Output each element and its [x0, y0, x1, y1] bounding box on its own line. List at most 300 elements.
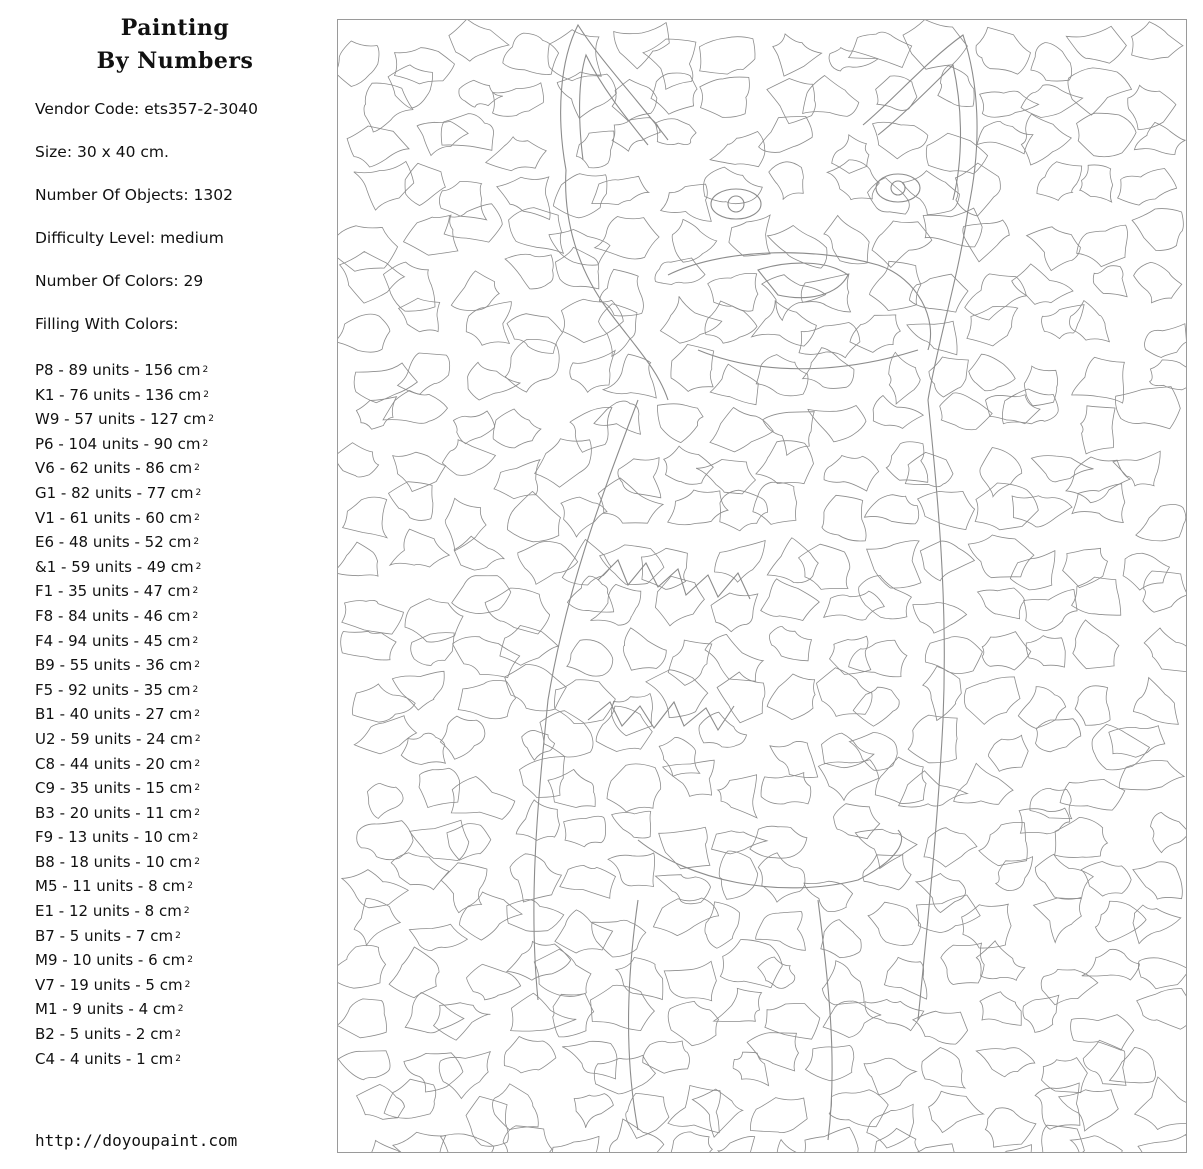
- paint-region-outline: [592, 176, 649, 204]
- paint-region-outline: [347, 126, 409, 167]
- paint-region-outline: [1018, 687, 1065, 729]
- head-outline-right: [928, 210, 968, 400]
- color-entry: [35, 803, 214, 828]
- paint-region-outline: [486, 137, 547, 171]
- canvas-size: Size: 30 x 40 cm.: [35, 143, 169, 161]
- paint-region-outline: [612, 79, 657, 121]
- paint-region-outline: [1030, 788, 1072, 818]
- paint-region-outline: [1073, 620, 1119, 669]
- paint-region-outline: [903, 20, 967, 69]
- color-entry-superscript: 2: [194, 463, 200, 474]
- paint-region-outline: [829, 48, 878, 71]
- paint-region-outline: [354, 716, 416, 754]
- paint-region-outline: [710, 408, 773, 452]
- paint-region-outline: [700, 77, 750, 117]
- paint-region-outline: [497, 177, 550, 220]
- paint-region-outline: [449, 20, 509, 61]
- color-entry-superscript: 2: [194, 807, 200, 818]
- paint-region-outline: [832, 135, 869, 174]
- paint-region-outline: [388, 65, 432, 108]
- color-entry-text: B2 - 5 units - 2 cm: [35, 1025, 174, 1044]
- paint-region-outline: [923, 666, 962, 720]
- color-entry: [35, 1049, 214, 1074]
- paint-region-outline: [562, 1041, 617, 1079]
- paint-region-outline: [338, 1051, 390, 1080]
- paint-region-outline: [1118, 169, 1177, 206]
- color-entry: [35, 532, 214, 557]
- paint-region-outline: [1071, 1136, 1123, 1153]
- paint-region-outline: [1031, 456, 1093, 482]
- paint-region-outline: [507, 314, 563, 354]
- paint-region-outline: [908, 715, 957, 763]
- paint-region-outline: [830, 636, 871, 674]
- paint-region-outline: [419, 768, 460, 807]
- paint-region-outline: [505, 339, 559, 392]
- color-entry-superscript: 2: [192, 635, 199, 646]
- color-entry-text: F4 - 94 units - 45 cm: [35, 631, 191, 650]
- color-entry-text: U2 - 59 units - 24 cm: [35, 729, 193, 748]
- paint-region-outline: [592, 920, 646, 957]
- color-count: Number Of Colors: 29: [35, 272, 204, 290]
- paint-region-outline: [989, 1145, 1032, 1153]
- color-entry-superscript: 2: [208, 414, 214, 425]
- paint-region-outline: [849, 32, 912, 67]
- paint-region-outline: [769, 162, 804, 200]
- paint-region-outline: [1031, 43, 1072, 81]
- color-entry: [35, 606, 214, 631]
- color-entry-text: M1 - 9 units - 4 cm: [35, 1000, 176, 1019]
- color-entry-superscript: 2: [192, 610, 199, 621]
- paint-region-outline: [1133, 905, 1181, 944]
- paint-region-outline: [668, 640, 712, 685]
- paint-region-outline: [827, 160, 879, 200]
- paint-region-outline: [863, 855, 911, 890]
- paint-region-outline: [671, 345, 714, 392]
- paint-region-outline: [1012, 496, 1072, 527]
- paint-region-outline: [561, 299, 623, 342]
- paint-region-outline: [1021, 85, 1083, 118]
- color-entry-superscript: 2: [194, 856, 200, 867]
- paint-region-outline: [1134, 262, 1182, 302]
- paint-region-outline: [925, 637, 982, 674]
- paint-region-outline: [752, 301, 817, 346]
- paint-region-outline: [493, 409, 541, 448]
- paint-region-outline: [873, 396, 923, 429]
- paint-region-outline: [493, 1084, 539, 1130]
- paint-region-outline: [553, 174, 606, 218]
- paint-region-outline: [865, 999, 924, 1030]
- color-entry-text: V6 - 62 units - 86 cm: [35, 459, 193, 478]
- paint-region-outline: [664, 961, 716, 1001]
- paint-region-outline: [1024, 366, 1057, 406]
- dog-outline-drawing: [338, 20, 1187, 1153]
- paint-region-outline: [1115, 387, 1180, 429]
- paint-region-outline: [444, 204, 502, 242]
- paint-region-outline: [916, 874, 965, 913]
- color-entry: [35, 631, 214, 656]
- color-entry-superscript: 2: [183, 906, 190, 917]
- paint-region-outline: [705, 634, 763, 681]
- paint-region-outline: [767, 674, 815, 720]
- paint-region-outline: [659, 737, 700, 776]
- title-line-1: Painting: [120, 15, 230, 41]
- paint-region-outline: [1137, 988, 1187, 1029]
- paint-region-outline: [1041, 970, 1098, 1005]
- color-entry: [35, 581, 214, 606]
- paint-region-outline: [458, 680, 515, 718]
- color-entry-superscript: 2: [195, 487, 202, 498]
- paint-region-outline: [354, 363, 417, 403]
- paint-region-outline: [409, 924, 467, 950]
- paint-region-outline: [1037, 162, 1082, 201]
- paint-region-outline: [905, 452, 953, 486]
- coloring-canvas: [337, 19, 1187, 1153]
- paint-region-outline: [354, 898, 400, 945]
- paint-region-outline: [338, 542, 378, 576]
- color-entry-text: V1 - 61 units - 60 cm: [35, 508, 193, 527]
- color-entry-text: C9 - 35 units - 15 cm: [35, 779, 193, 798]
- paint-region-outline: [1042, 305, 1085, 339]
- paint-region-outline: [451, 777, 515, 820]
- chest-fur-2: [588, 702, 734, 730]
- paint-region-outline: [599, 304, 638, 356]
- paint-region-outline: [962, 904, 1012, 948]
- paint-region-outline: [338, 443, 379, 477]
- paint-region-outline: [1138, 958, 1187, 989]
- paint-region-outline: [668, 490, 728, 525]
- color-entry-superscript: 2: [175, 1029, 181, 1040]
- paint-region-outline: [417, 121, 468, 155]
- paint-region-outline: [398, 353, 450, 394]
- paint-region-outline: [505, 664, 567, 710]
- paint-region-outline: [507, 491, 560, 541]
- paint-region-outline: [441, 863, 487, 913]
- right-leg: [818, 900, 832, 1140]
- paint-region-outline: [761, 579, 820, 621]
- paint-region-outline: [963, 220, 1009, 262]
- color-entry-text: B1 - 40 units - 27 cm: [35, 705, 193, 724]
- color-entry-superscript: 2: [175, 930, 181, 941]
- paint-region-outline: [710, 364, 758, 405]
- paint-region-outline: [410, 820, 469, 860]
- paint-region-outline: [626, 1093, 669, 1138]
- paint-region-outline: [594, 401, 641, 434]
- paint-region-outline: [834, 804, 880, 839]
- paint-region-outline: [570, 350, 615, 392]
- paint-region-outline: [710, 132, 765, 167]
- paint-region-outline: [511, 993, 577, 1031]
- paint-region-outline: [867, 541, 921, 588]
- paint-region-outline: [655, 875, 710, 904]
- paint-region-outline: [389, 482, 433, 521]
- color-entry: [35, 950, 214, 975]
- paint-region-outline: [758, 853, 805, 902]
- color-list: [35, 360, 214, 1073]
- paint-region-outline: [886, 442, 928, 483]
- paint-region-outline: [1113, 451, 1160, 486]
- paint-region-outline: [1119, 761, 1184, 790]
- paint-region-outline: [441, 114, 493, 151]
- color-entry-text: B8 - 18 units - 10 cm: [35, 852, 193, 871]
- paint-region-outline: [750, 826, 807, 858]
- color-entry: [35, 483, 214, 508]
- color-entry: [35, 975, 214, 1000]
- paint-region-outline: [1021, 114, 1071, 165]
- paint-region-outline: [699, 712, 747, 747]
- paint-region-outline: [824, 456, 879, 492]
- paint-region-outline: [765, 1003, 820, 1039]
- paint-region-outline: [909, 274, 968, 312]
- paint-region-outline: [1081, 862, 1131, 897]
- paint-region-outline: [988, 735, 1028, 771]
- paint-region-outline: [468, 362, 520, 400]
- paint-region-outline: [603, 354, 656, 398]
- paint-region-outline: [1066, 457, 1130, 503]
- color-entry: [35, 926, 214, 951]
- color-entry-text: E1 - 12 units - 8 cm: [35, 902, 182, 921]
- paint-region-outline: [1110, 1047, 1156, 1082]
- paint-region-outline: [651, 73, 697, 114]
- color-entry: [35, 680, 214, 705]
- paint-region-outline: [1136, 505, 1186, 541]
- paint-region-outline: [978, 588, 1025, 619]
- paint-region-outline: [342, 870, 408, 908]
- color-entry: [35, 999, 214, 1024]
- paint-region-outline: [404, 215, 458, 255]
- paint-region-outline: [1133, 862, 1182, 899]
- paint-region-outline: [976, 27, 1030, 74]
- paint-region-outline: [762, 1140, 815, 1153]
- paint-region-outline: [451, 271, 499, 311]
- paint-region-outline: [982, 632, 1031, 670]
- paint-region-outline: [976, 941, 1025, 981]
- paint-region-outline: [554, 680, 615, 724]
- paint-region-outline: [916, 895, 980, 933]
- color-entry: [35, 508, 214, 533]
- color-entry-superscript: 2: [203, 389, 210, 400]
- paint-region-outline: [918, 491, 975, 529]
- paint-region-outline: [599, 269, 643, 316]
- paint-region-outline: [1026, 636, 1065, 668]
- paint-region-outline: [941, 943, 984, 984]
- paint-region-outline: [729, 215, 770, 256]
- nose: [758, 263, 848, 298]
- paint-region-outline: [338, 41, 379, 87]
- paint-region-outline: [453, 411, 494, 444]
- paint-region-outline: [714, 988, 762, 1021]
- paint-region-outline: [504, 1037, 556, 1073]
- paint-region-outline: [1027, 227, 1081, 271]
- paint-region-outline: [574, 1094, 613, 1128]
- paint-region-outline: [1093, 266, 1127, 297]
- paint-region-outline: [996, 857, 1033, 891]
- paint-region-outline: [1082, 949, 1140, 980]
- paint-region-outline: [549, 230, 610, 266]
- color-entry-superscript: 2: [184, 979, 191, 990]
- paint-region-outline: [720, 940, 782, 988]
- paint-region-outline: [657, 404, 703, 443]
- paint-region-outline: [1068, 68, 1132, 115]
- color-entry: [35, 360, 214, 385]
- paint-region-outline: [555, 910, 613, 953]
- paint-region-outline: [708, 273, 758, 311]
- paint-region-outline: [940, 393, 993, 430]
- paint-region-outline: [923, 208, 982, 247]
- vendor-code: Vendor Code: ets357-2-3040: [35, 100, 258, 118]
- paint-region-outline: [922, 1048, 965, 1089]
- paint-region-outline: [591, 985, 655, 1030]
- paint-region-outline: [964, 677, 1020, 725]
- paint-region-outline: [663, 760, 715, 796]
- paint-region-outline: [598, 478, 663, 523]
- paint-region-outline: [442, 440, 495, 476]
- paint-region-outline: [567, 640, 613, 676]
- paint-region-outline: [1019, 808, 1070, 834]
- color-entry-superscript: 2: [175, 1053, 182, 1064]
- paint-region-outline: [1012, 264, 1073, 305]
- color-entry: [35, 385, 214, 410]
- color-entry-text: F9 - 13 units - 10 cm: [35, 828, 191, 847]
- paint-region-outline: [875, 757, 926, 803]
- paint-region-outline: [618, 458, 661, 498]
- paint-region-outline: [808, 406, 866, 442]
- color-entry-superscript: 2: [194, 512, 200, 523]
- paint-region-outline: [712, 831, 767, 854]
- paint-region-outline: [705, 301, 757, 343]
- paint-region-outline: [1024, 589, 1077, 630]
- paint-region-outline: [985, 1108, 1036, 1147]
- paint-region-outline: [1072, 577, 1121, 615]
- paint-region-outline: [655, 576, 704, 626]
- paint-region-outline: [864, 1058, 916, 1094]
- color-entry-text: &1 - 59 units - 49 cm: [35, 557, 194, 576]
- color-entry: [35, 876, 214, 901]
- neck-left: [534, 400, 638, 1000]
- paint-region-outline: [849, 640, 907, 677]
- color-entry-text: F8 - 84 units - 46 cm: [35, 606, 191, 625]
- paint-region-outline: [338, 945, 386, 988]
- paint-region-outline: [522, 730, 555, 760]
- paint-region-outline: [338, 999, 386, 1038]
- paint-region-outline: [548, 769, 595, 807]
- paint-region-outline: [1023, 995, 1059, 1032]
- paint-region-outline: [902, 171, 959, 215]
- color-entry-text: P8 - 89 units - 156 cm: [35, 361, 201, 379]
- paint-region-outline: [660, 296, 721, 343]
- paint-region-outline: [518, 542, 578, 585]
- paint-region-outline: [747, 1033, 798, 1071]
- paint-region-outline: [614, 23, 670, 69]
- paint-region-outline: [1135, 1077, 1187, 1130]
- color-entry: [35, 827, 214, 852]
- color-entry: [35, 704, 214, 729]
- paint-region-outline: [803, 76, 859, 117]
- paint-region-outline: [389, 947, 439, 998]
- color-entry: [35, 1024, 214, 1049]
- color-entry: [35, 778, 214, 803]
- paint-region-outline: [768, 226, 827, 269]
- paint-region-outline: [1138, 1135, 1187, 1153]
- paint-region-outline: [1132, 209, 1183, 251]
- paint-region-outline: [668, 1086, 720, 1133]
- paint-region-outline: [356, 1140, 408, 1153]
- title-line-2: By Numbers: [96, 48, 254, 74]
- paint-region-outline: [534, 949, 591, 996]
- color-entry: [35, 729, 214, 754]
- paint-region-outline: [1036, 719, 1081, 752]
- paint-region-outline: [352, 684, 415, 722]
- paint-region-outline: [699, 37, 755, 74]
- color-entry: [35, 409, 214, 434]
- paint-region-outline: [616, 958, 663, 1000]
- paint-region-outline: [548, 30, 601, 81]
- paint-region-outline: [393, 1132, 446, 1153]
- paint-region-outline: [411, 633, 455, 666]
- paint-region-outline: [859, 576, 912, 619]
- paint-region-outline: [1083, 1040, 1126, 1085]
- paint-region-outline: [980, 992, 1021, 1026]
- color-entry-text: C8 - 44 units - 20 cm: [35, 754, 193, 773]
- paint-region-outline: [1077, 113, 1137, 157]
- color-entry-text: K1 - 76 units - 136 cm: [35, 385, 202, 404]
- paint-region-outline: [1145, 324, 1187, 358]
- color-entry: [35, 754, 214, 779]
- filling-heading: Filling With Colors:: [35, 315, 179, 333]
- color-entry-text: P6 - 104 units - 90 cm: [35, 434, 201, 453]
- paint-region-outline: [434, 1003, 491, 1040]
- paint-region-outline: [505, 254, 553, 289]
- paint-region-outline: [1109, 726, 1165, 758]
- color-entry-superscript: 2: [195, 561, 202, 572]
- paint-region-outline: [493, 83, 544, 117]
- paint-region-outline: [938, 66, 974, 107]
- paint-region-outline: [607, 764, 661, 812]
- paint-region-outline: [1071, 1015, 1134, 1051]
- paint-region-outline: [850, 315, 900, 353]
- color-entry-text: V7 - 19 units - 5 cm: [35, 975, 183, 994]
- color-entry-superscript: 2: [187, 955, 194, 966]
- color-entry: [35, 852, 214, 877]
- paint-region-outline: [467, 964, 521, 1000]
- color-entry-text: B7 - 5 units - 7 cm: [35, 926, 174, 945]
- paint-region-outline: [773, 34, 822, 76]
- paint-region-outline: [343, 497, 387, 538]
- left-ear-outline: [561, 25, 668, 170]
- paint-region-outline: [823, 1001, 881, 1037]
- paint-region-outline: [979, 822, 1027, 865]
- color-entry-superscript: 2: [193, 537, 200, 548]
- paint-region-outline: [395, 48, 455, 84]
- paint-region-outline: [769, 627, 811, 661]
- paint-region-outline: [1128, 85, 1176, 129]
- paint-region-outline: [1063, 548, 1108, 587]
- paint-region-outline: [556, 247, 599, 289]
- paint-region-outline: [718, 775, 757, 818]
- paint-region-outline: [672, 219, 717, 262]
- paint-region-outline: [929, 1091, 984, 1132]
- color-entry-superscript: 2: [177, 1004, 184, 1015]
- paint-region-outline: [659, 827, 710, 869]
- paint-region-outline: [364, 83, 413, 132]
- paint-region-outline: [873, 122, 928, 159]
- color-entry: [35, 557, 214, 582]
- paint-region-outline: [1144, 628, 1187, 672]
- paint-region-outline: [460, 892, 522, 940]
- color-entry-superscript: 2: [194, 733, 201, 744]
- right-ear-inner: [878, 65, 961, 200]
- website-link[interactable]: http://doyoupaint.com: [35, 1131, 238, 1150]
- paint-region-outline: [1080, 165, 1113, 202]
